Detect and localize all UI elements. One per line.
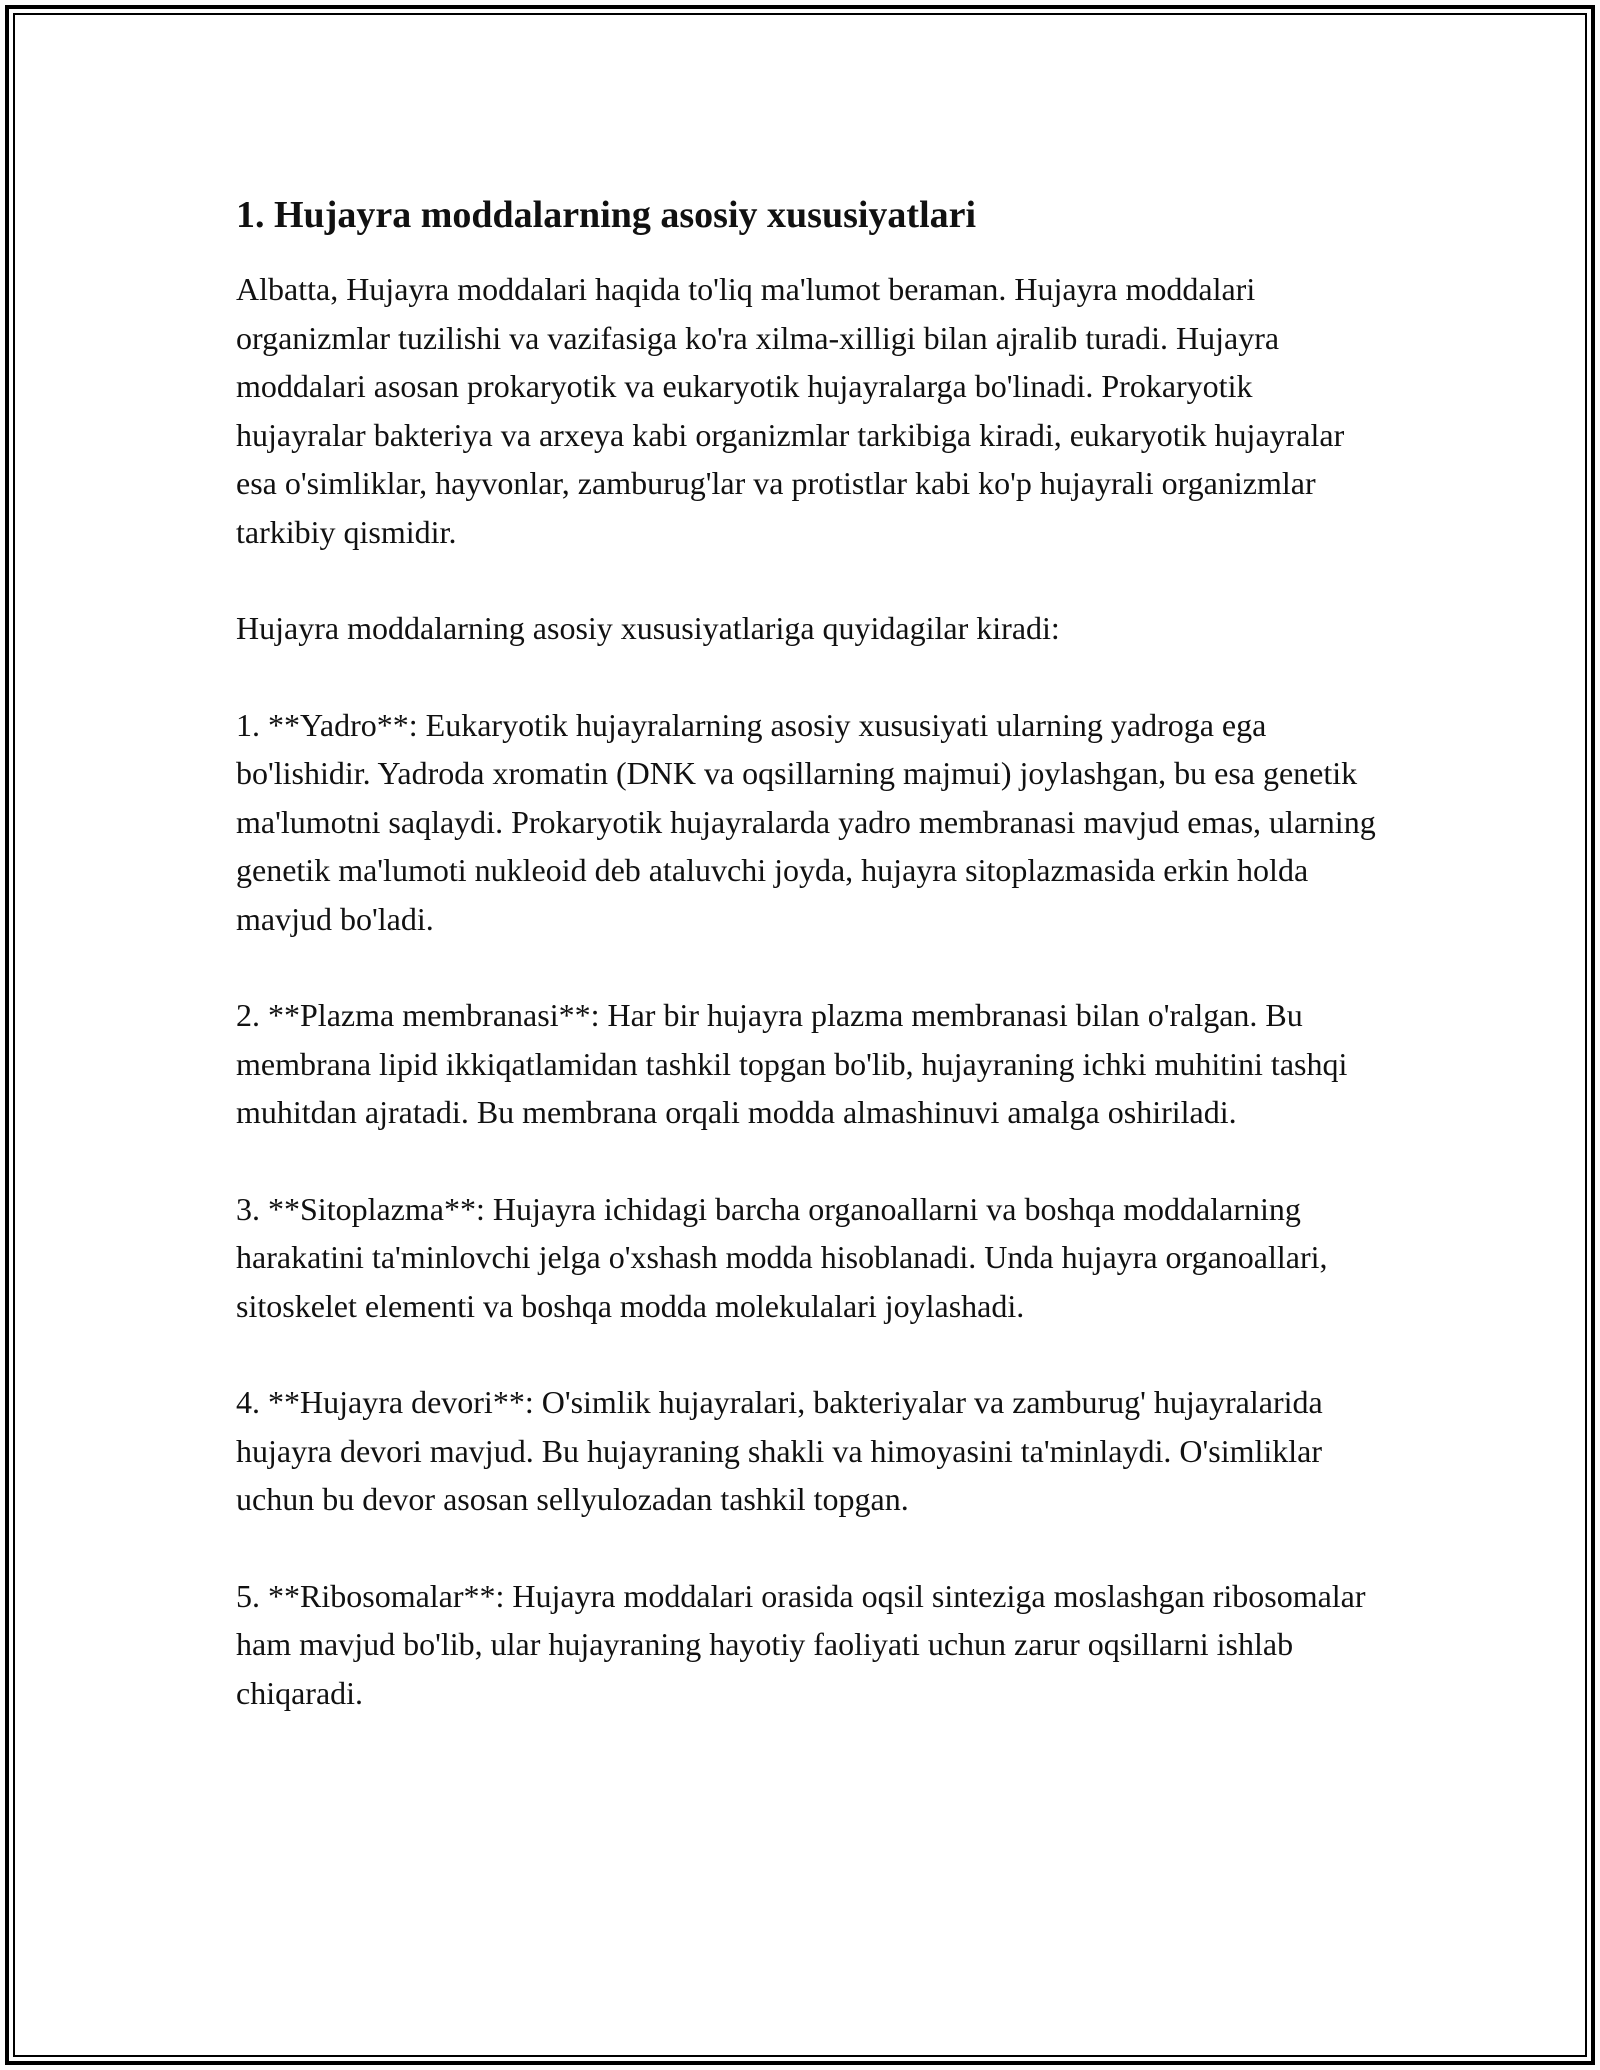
- list-item-sitoplazma: 3. **Sitoplazma**: Hujayra ichidagi barcha organoallarni va boshqa moddalarning harakatini ta'minlovchi jelga o'xshash modda hisoblanadi. Unda hujayra organoallari, sitoskelet elementi va boshqa modda molekulalari joylashadi.: [236, 1190, 1328, 1324]
- intro-paragraph: Albatta, Hujayra moddalari haqida to'liq ma'lumot beraman. Hujayra moddalari organizmlar tuzilishi va vazifasiga ko'ra xilma-xilligi bilan ajralib turadi. Hujayra moddalari asosan prokaryotik va eukaryotik hujayralarga bo'linadi. Prokaryotik hujayralar bakteriya va arxeya kabi organizmlar tarkibiga kiradi, eukaryotik hujayralar esa o'simliklar, hayvonlar, zamburug'lar va protistlar kabi ko'p hujayrali organizmlar tarkibiy qismidir.: [236, 271, 1345, 550]
- document-title: 1. Hujayra moddalarning asosiy xususiyatlari: [236, 194, 977, 236]
- list-item-hujayra-devori: 4. **Hujayra devori**: O'simlik hujayralari, bakteriyalar va zamburug' hujayralarida hujayra devori mavjud. Bu hujayraning shakli va himoyasini ta'minlaydi. O'simliklar uchun bu devor asosan sellyulozadan tashkil topgan.: [236, 1384, 1323, 1517]
- list-intro-paragraph: Hujayra moddalarning asosiy xususiyatlariga quyidagilar kiradi:: [236, 610, 1060, 646]
- list-item-plazma-membranasi: 2. **Plazma membranasi**: Har bir hujayra plazma membranasi bilan o'ralgan. Bu membrana lipid ikkiqatlamidan tashkil topgan bo'lib, hujayraning ichki muhitini tashqi muhitdan ajratadi. Bu membrana orqali modda almashinuvi amalga oshiriladi.: [236, 997, 1348, 1130]
- list-item-yadro: 1. **Yadro**: Eukaryotik hujayralarning asosiy xususiyati ularning yadroga ega bo'lishidir. Yadroda xromatin (DNK va oqsillarning majmui) joylashgan, bu esa genetik ma'lumotni saqlaydi. Prokaryotik hujayralarda yadro membranasi mavjud emas, ularning genetik ma'lumoti nukleoid deb ataluvchi joyda, hujayra sitoplazmasida erkin holda mavjud bo'ladi.: [236, 706, 1376, 937]
- list-item-ribosomalar: 5. **Ribosomalar**: Hujayra moddalari orasida oqsil sinteziga moslashgan ribosomalar ham mavjud bo'lib, ular hujayraning hayotiy faoliyati uchun zarur oqsillarni ishlab chiqaradi.: [236, 1577, 1366, 1711]
- document-body: [236, 187, 1386, 1765]
